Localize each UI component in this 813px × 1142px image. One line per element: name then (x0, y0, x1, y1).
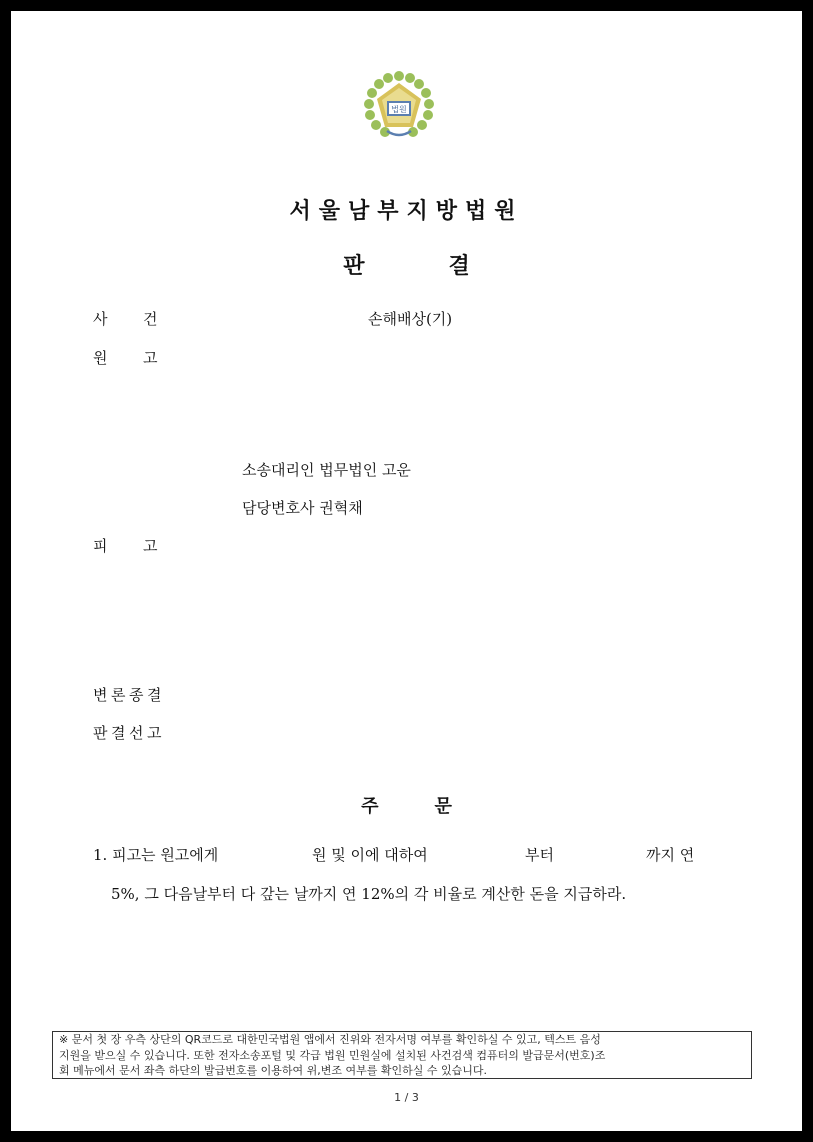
defendant-label: 피 고 (93, 537, 158, 555)
order-line-1 (93, 844, 733, 866)
case-label: 사 건 (93, 310, 158, 328)
plaintiff-label: 원 고 (93, 349, 158, 367)
doc-title-char: 결 (448, 254, 470, 279)
court-name: 서울남부지방법원 (289, 199, 524, 224)
notice-line: 지원을 받으실 수 있습니다. 또한 전자소송포털 및 각급 법원 민원실에 설치된 사건검색 컴퓨터의 발급문서(번호)조 (59, 1048, 606, 1062)
order-line-2: 5%, 그 다음날부터 다 갚는 날까지 연 12%의 각 비율로 계산한 돈을 지급하라. (111, 885, 627, 903)
svg-text:법원: 법원 (391, 105, 407, 114)
page-number: 1 / 3 (394, 1091, 419, 1104)
order-text: 부터 (525, 846, 554, 864)
court-emblem-icon (361, 69, 437, 145)
order-text: 1. 피고는 원고에게 (93, 846, 219, 864)
authenticity-notice (52, 1031, 752, 1079)
order-title: 주 문 (361, 796, 452, 817)
document-title (11, 249, 802, 280)
notice-line: 회 메뉴에서 문서 좌측 하단의 발급번호를 이용하여 위,변조 여부를 확인하실 수 있습니다. (59, 1064, 487, 1077)
closing-date-label: 변 론 종 결 (93, 686, 162, 704)
notice-line: ※ 문서 첫 장 우측 상단의 QR코드로 대한민국법원 앱에서 진위와 전자서명 여부를 확인하실 수 있고, 텍스트 음성 (59, 1033, 601, 1046)
attorney-name: 담당변호사 권혁채 (242, 499, 363, 517)
order-text: 까지 연 (646, 846, 695, 864)
attorney-firm: 소송대리인 법무법인 고운 (242, 461, 411, 479)
case-value: 손해배상(기) (368, 310, 453, 328)
verdict-date-label: 판 결 선 고 (93, 724, 162, 742)
document-page (11, 11, 802, 1131)
doc-title-char: 판 (343, 254, 365, 279)
order-text: 원 및 이에 대하여 (312, 846, 428, 864)
